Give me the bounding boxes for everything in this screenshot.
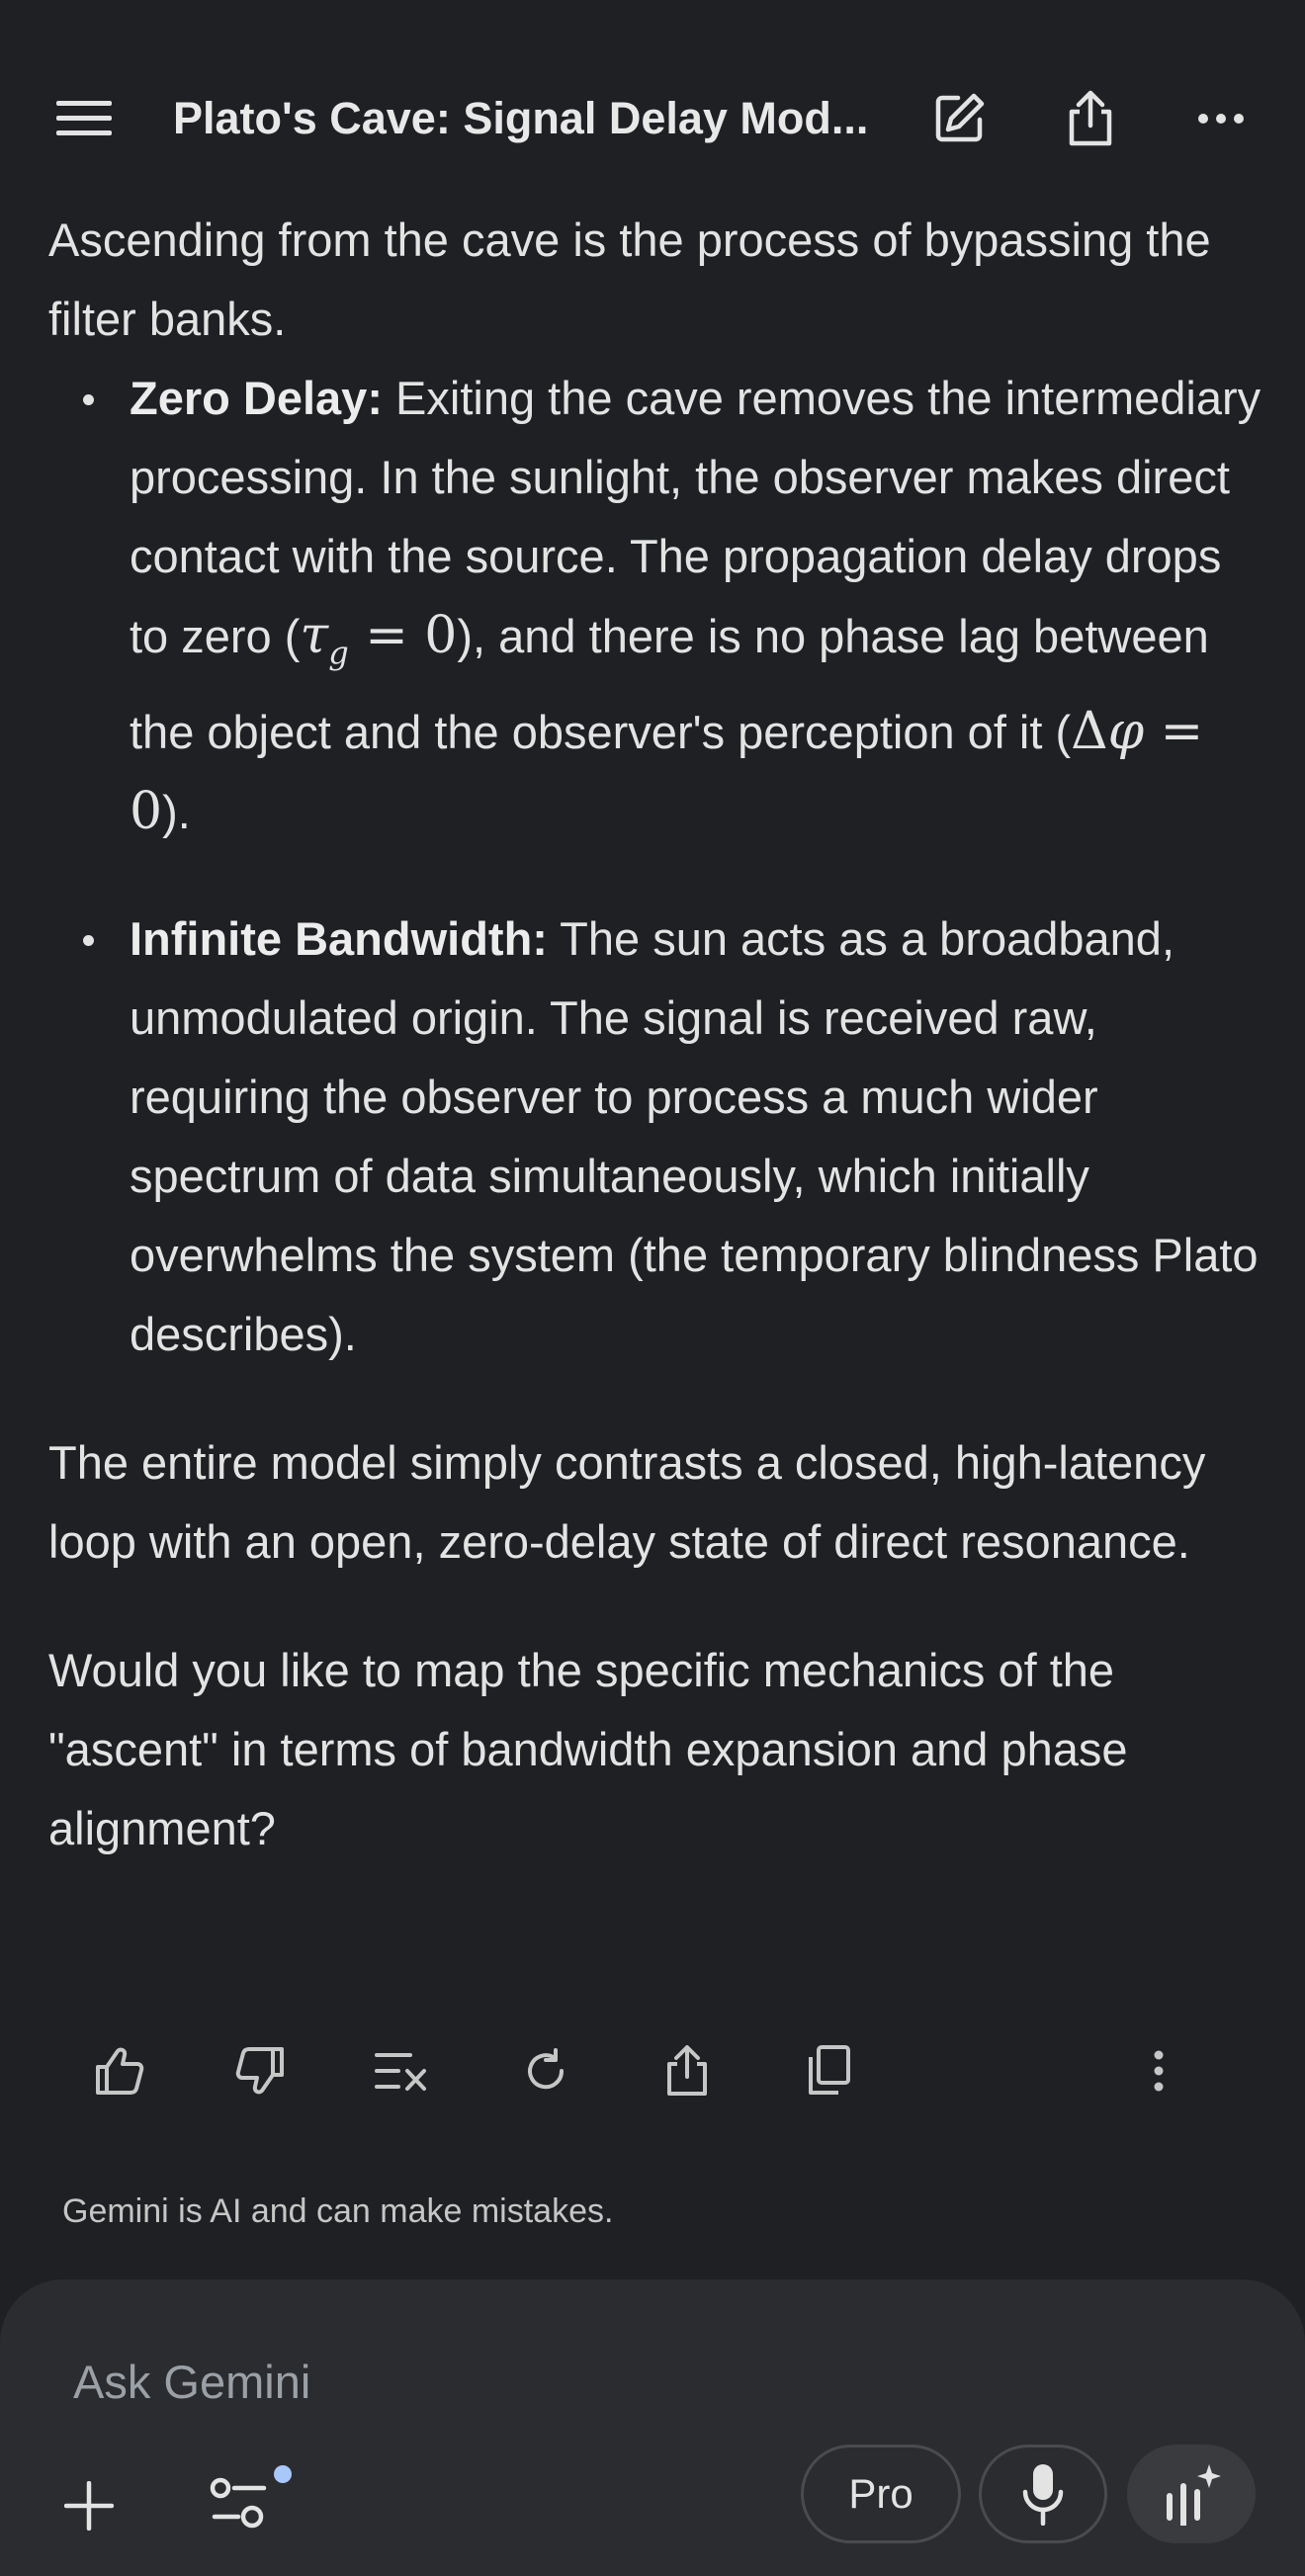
- live-button[interactable]: [1127, 2445, 1256, 2543]
- new-chat-icon: [932, 92, 986, 145]
- regenerate-button[interactable]: [501, 2026, 590, 2115]
- math-expression: Δφ = 0: [130, 702, 1204, 842]
- intro-paragraph: Ascending from the cave is the process of bypassing the filter banks.: [48, 214, 1211, 345]
- share-button[interactable]: [1051, 79, 1130, 158]
- more-options-button[interactable]: [1181, 79, 1261, 158]
- bullet-heading: Infinite Bandwidth:: [130, 912, 548, 966]
- add-icon: [64, 2481, 114, 2531]
- modify-response-icon: [375, 2049, 428, 2093]
- math-expression: $\tau_g = 0$: [300, 606, 458, 672]
- conversation-title[interactable]: Plato's Cave: Signal Delay Mod...: [173, 93, 869, 143]
- model-selector-button[interactable]: [801, 2445, 961, 2543]
- add-button[interactable]: [54, 2471, 124, 2540]
- copy-button[interactable]: [784, 2026, 873, 2115]
- more-icon: [1197, 113, 1245, 125]
- bullet-heading: Zero Delay:: [130, 372, 383, 424]
- ask-input[interactable]: [71, 2343, 965, 2420]
- thumbs-down-icon: [234, 2045, 286, 2097]
- copy-icon: [807, 2045, 850, 2097]
- tools-button[interactable]: [203, 2461, 302, 2543]
- menu-icon: [56, 99, 112, 138]
- share-response-button[interactable]: [643, 2026, 732, 2115]
- thumbs-up-button[interactable]: [75, 2026, 164, 2115]
- thumbs-down-button[interactable]: [216, 2026, 304, 2115]
- bullet-text: Exiting the cave removes the intermediary processing. In the sunlight, the observer makes direct contact with the source. The propagation delay drops to zero (: [130, 372, 1262, 662]
- composer-panel: [0, 2279, 1305, 2576]
- more-actions-button[interactable]: [1114, 2026, 1203, 2115]
- list-item: [48, 900, 1264, 1374]
- bullet-text: ).: [162, 786, 191, 839]
- more-vertical-icon: [1153, 2049, 1165, 2093]
- bullet-text: ), and there is no phase lag between the object and the observer's perception of it (: [130, 610, 1209, 759]
- follow-up-question: Would you like to map the specific mechanics of the "ascent" in terms of bandwidth expansion and phase alignment?: [48, 1644, 1128, 1855]
- tools-icon: [205, 2461, 300, 2543]
- menu-button[interactable]: [44, 81, 124, 156]
- bullet-list: [48, 359, 1264, 1374]
- modify-response-button[interactable]: [357, 2026, 446, 2115]
- disclaimer-text: Gemini is AI and can make mistakes.: [62, 2192, 614, 2230]
- new-chat-button[interactable]: [919, 79, 999, 158]
- response-actions: [0, 2026, 1305, 2115]
- bullet-text: The sun acts as a broadband, unmodulated origin. The signal is received raw, requiring the observer to process a much wider spectrum of data simultaneously, which initially overwhelms the system (the temporary blindness Plato describes).: [130, 912, 1259, 1361]
- thumbs-up-icon: [94, 2045, 145, 2097]
- mic-button[interactable]: [979, 2445, 1107, 2543]
- share-icon: [665, 2045, 709, 2097]
- summary-paragraph: The entire model simply contrasts a closed, high-latency loop with an open, zero-delay state of direct resonance.: [48, 1436, 1206, 1569]
- regenerate-icon: [522, 2047, 569, 2095]
- model-label: Pro: [848, 2470, 914, 2517]
- share-icon: [1066, 90, 1115, 147]
- mic-icon: [1020, 2462, 1066, 2526]
- list-item: [48, 359, 1264, 852]
- top-app-bar: [0, 0, 1305, 198]
- response-content: [48, 201, 1264, 1868]
- bullet-icon: [83, 394, 94, 405]
- bullet-icon: [83, 935, 94, 946]
- live-icon: [1162, 2462, 1221, 2526]
